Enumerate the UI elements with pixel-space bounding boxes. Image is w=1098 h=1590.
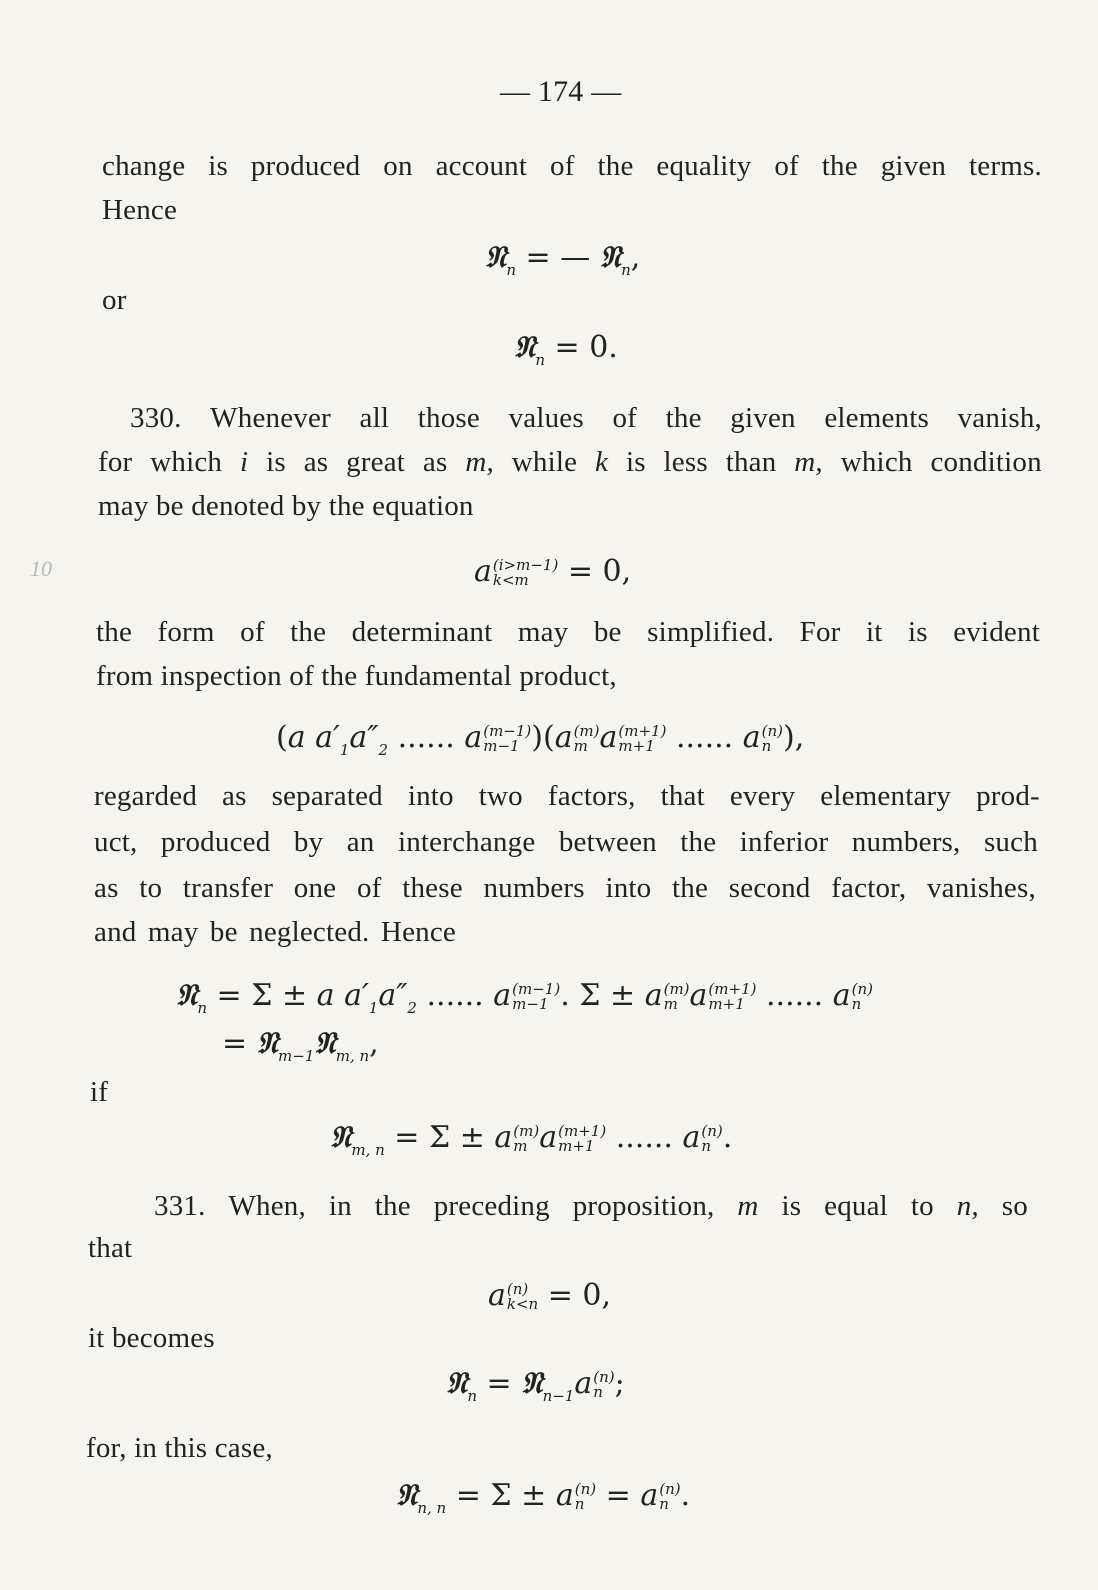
text-line: it becomes	[88, 1322, 215, 1354]
equation: 𝔑$_n$ = Σ ± a $a'_1a''_2$ ...... a (m−1) m−1 . Σ ± a (m) m a (m+1) m+1 ...... a (n) n	[176, 978, 874, 1017]
equation-product: (a $a'_1a''_2$ ...... a (m−1) m−1 )(a (m) m a (m+1) m+1 ...... a (n) n ),	[276, 720, 805, 759]
equation: = 𝔑$_{m-1}$𝔑$_{m, n}$,	[222, 1026, 379, 1065]
equation: 𝔑$_n$ = 𝔑$_{n-1}$a (n) n ;	[446, 1366, 625, 1405]
text-line: the form of the determinant may be simplified. For it is evident	[96, 616, 1040, 648]
text-line: from inspection of the fundamental product,	[96, 660, 617, 692]
text-line: and may be neglected. Hence	[94, 916, 456, 948]
equation: 𝔑$_n$ = 0.	[514, 330, 618, 369]
text-line: change is produced on account of the equality of the given terms.	[102, 150, 1042, 182]
text-line: if	[90, 1076, 109, 1108]
text-line: for, in this case,	[86, 1432, 273, 1464]
equation: a (i>m−1) k<m = 0,	[474, 554, 632, 589]
text-line: regarded as separated into two factors, that every elementary prod-	[94, 780, 1040, 812]
page-number: — 174 —	[500, 75, 622, 108]
text-line: that	[88, 1232, 133, 1264]
equation: 𝔑$_{n, n}$ = Σ ± a (n) n = a (n) n .	[396, 1478, 691, 1517]
text-line: Hence	[102, 194, 178, 226]
margin-note: 10	[30, 556, 52, 581]
text-line: for which i is as great as m, while k is less than m, which condition	[98, 446, 1042, 478]
text-line: or	[102, 284, 127, 316]
text-line: may be denoted by the equation	[98, 490, 474, 522]
equation: 𝔑$_{m, n}$ = Σ ± a (m) m a (m+1) m+1 ...... a (n) n .	[330, 1120, 733, 1159]
text-line: 331. When, in the preceding proposition, m is equal to n, so	[154, 1190, 1028, 1222]
text-line: uct, produced by an interchange between the inferior numbers, such	[94, 826, 1038, 858]
equation: 𝔑$_n$ = — 𝔑$_n$,	[485, 240, 641, 279]
text-line: as to transfer one of these numbers into the second factor, vanishes,	[94, 872, 1036, 904]
equation: a (n) k<n = 0,	[488, 1278, 612, 1313]
text-line: 330. Whenever all those values of the given elements vanish,	[130, 402, 1042, 434]
